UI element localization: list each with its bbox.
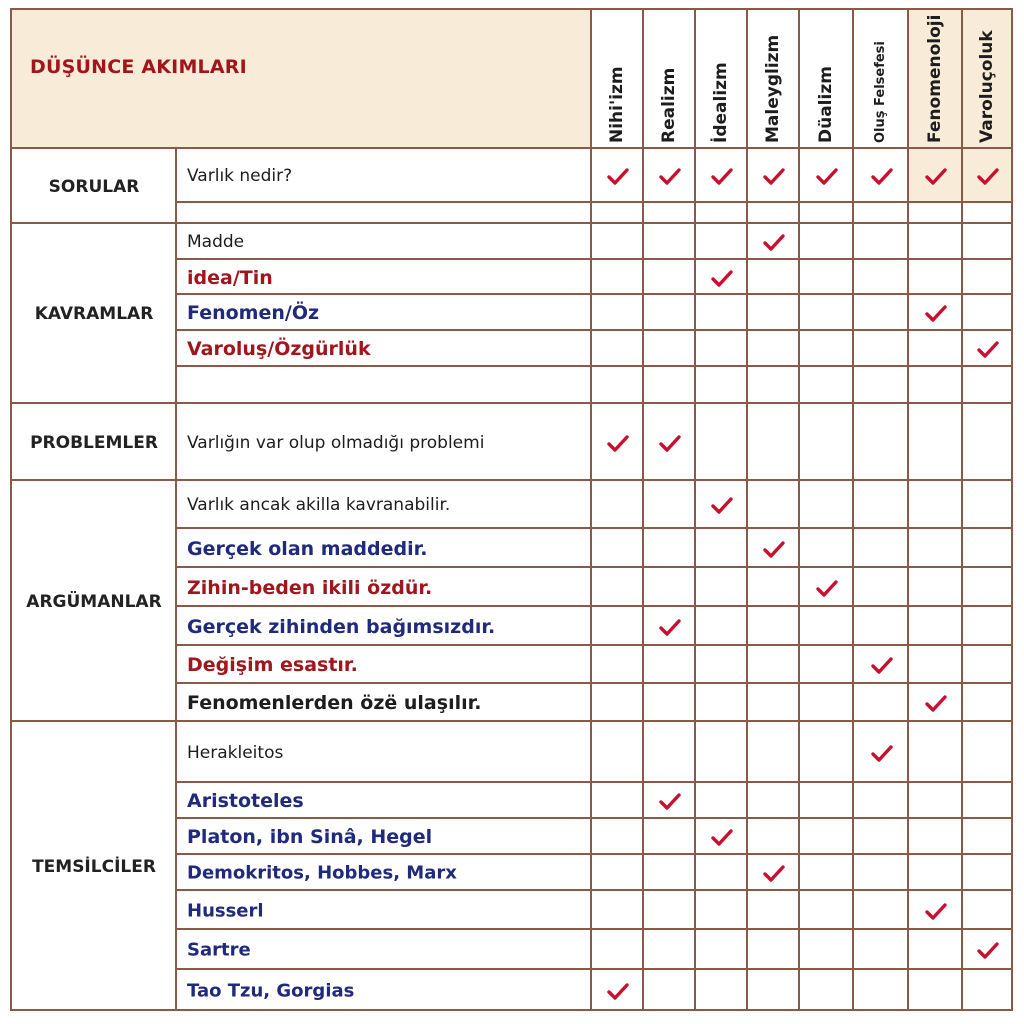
check-cell — [592, 331, 644, 367]
checkmark-icon — [976, 339, 1000, 359]
check-cell — [696, 529, 748, 568]
row-label: Varlık ancak akilla kavranabilir. — [187, 495, 451, 515]
check-cell — [644, 224, 696, 260]
check-cell — [854, 855, 909, 891]
check-cell — [748, 367, 800, 404]
check-cell — [909, 970, 963, 1011]
check-cell — [854, 970, 909, 1011]
check-cell — [696, 930, 748, 970]
check-cell — [854, 203, 909, 224]
checkmark-icon — [658, 433, 682, 453]
check-cell — [909, 646, 963, 684]
checkmark-icon — [924, 166, 948, 186]
row-label: idea/Tin — [187, 266, 273, 289]
check-cell — [644, 331, 696, 367]
column-header-label: Nihi'izm — [607, 66, 628, 143]
checkmark-icon — [658, 617, 682, 637]
check-cell — [644, 367, 696, 404]
check-cell — [963, 855, 1013, 891]
check-cell — [909, 855, 963, 891]
check-cell — [748, 783, 800, 819]
check-cell — [909, 568, 963, 607]
check-cell — [854, 331, 909, 367]
check-cell — [748, 331, 800, 367]
check-cell — [748, 404, 800, 481]
check-cell — [644, 970, 696, 1011]
column-header-label: Maleyglizm — [763, 34, 784, 143]
check-cell — [592, 684, 644, 722]
checkmark-icon — [762, 166, 786, 186]
check-cell — [800, 203, 854, 224]
check-cell — [963, 819, 1013, 855]
checkmark-icon — [762, 863, 786, 883]
check-cell — [854, 568, 909, 607]
check-cell — [800, 722, 854, 783]
check-cell — [696, 607, 748, 646]
check-cell — [696, 568, 748, 607]
check-cell — [854, 295, 909, 331]
section-label: TEMSİLCİLER — [32, 856, 156, 877]
check-cell — [963, 568, 1013, 607]
row-label: Husserl — [187, 900, 264, 921]
checkmark-icon — [870, 166, 894, 186]
checkmark-icon — [976, 166, 1000, 186]
check-cell — [800, 260, 854, 295]
row-label: Varoluş/Özgürlük — [187, 338, 371, 360]
check-cell — [963, 783, 1013, 819]
check-cell — [963, 607, 1013, 646]
check-cell — [800, 783, 854, 819]
check-cell — [963, 481, 1013, 529]
check-cell — [963, 722, 1013, 783]
title-cell — [10, 8, 592, 149]
column-header-label: Realizm — [659, 67, 680, 143]
section-label: PROBLEMLER — [30, 432, 158, 453]
check-cell — [854, 930, 909, 970]
check-cell — [800, 367, 854, 404]
check-cell — [644, 930, 696, 970]
check-cell — [592, 481, 644, 529]
row-label: Gerçek zihinden bağımsızdır. — [187, 615, 496, 638]
check-cell — [696, 684, 748, 722]
checkmark-icon — [710, 495, 734, 515]
check-cell — [748, 722, 800, 783]
check-cell — [854, 367, 909, 404]
check-cell — [909, 260, 963, 295]
check-cell — [696, 722, 748, 783]
check-cell — [800, 819, 854, 855]
check-cell — [909, 722, 963, 783]
check-cell — [854, 819, 909, 855]
check-cell — [963, 970, 1013, 1011]
checkmark-icon — [924, 901, 948, 921]
checkmark-icon — [606, 166, 630, 186]
check-cell — [748, 930, 800, 970]
check-cell — [644, 529, 696, 568]
check-cell — [644, 891, 696, 930]
section-label: SORULAR — [48, 176, 140, 197]
check-cell — [963, 646, 1013, 684]
check-cell — [800, 891, 854, 930]
check-cell — [592, 529, 644, 568]
check-cell — [644, 819, 696, 855]
check-cell — [644, 646, 696, 684]
check-cell — [909, 607, 963, 646]
check-cell — [800, 684, 854, 722]
check-cell — [696, 295, 748, 331]
check-cell — [800, 295, 854, 331]
check-cell — [800, 404, 854, 481]
row-label: Fenomenlerden özë ulaşılır. — [187, 692, 482, 714]
check-cell — [854, 529, 909, 568]
check-cell — [696, 224, 748, 260]
check-cell — [800, 930, 854, 970]
check-cell — [748, 260, 800, 295]
check-cell — [644, 481, 696, 529]
check-cell — [696, 855, 748, 891]
check-cell — [592, 568, 644, 607]
check-cell — [854, 607, 909, 646]
checkmark-icon — [658, 166, 682, 186]
check-cell — [592, 646, 644, 684]
check-cell — [696, 891, 748, 930]
checkmark-icon — [658, 791, 682, 811]
column-header-label: Fenomenoloji — [925, 14, 946, 143]
row-label: Varlık nedir? — [187, 166, 293, 186]
row-label: Madde — [187, 232, 245, 252]
row-label: Sartre — [187, 939, 251, 961]
checkmark-icon — [815, 166, 839, 186]
check-cell — [592, 607, 644, 646]
check-cell — [592, 722, 644, 783]
check-cell — [909, 203, 963, 224]
check-cell — [696, 367, 748, 404]
check-cell — [696, 646, 748, 684]
row-label: Değişim esastır. — [187, 654, 358, 676]
section-label: KAVRAMLAR — [34, 304, 154, 324]
check-cell — [592, 891, 644, 930]
check-cell — [696, 331, 748, 367]
checkmark-icon — [606, 433, 630, 453]
check-cell — [696, 783, 748, 819]
row-text-cell — [177, 367, 592, 404]
check-cell — [800, 331, 854, 367]
checkmark-icon — [815, 578, 839, 598]
check-cell — [909, 783, 963, 819]
row-label: Varlığın var olup olmadığı problemi — [187, 432, 485, 453]
column-header-label: Düalizm — [816, 66, 837, 143]
check-cell — [800, 481, 854, 529]
check-cell — [909, 930, 963, 970]
row-label: Demokritos, Hobbes, Marx — [187, 862, 457, 884]
check-cell — [748, 295, 800, 331]
check-cell — [909, 481, 963, 529]
checkmark-icon — [924, 693, 948, 713]
check-cell — [963, 891, 1013, 930]
check-cell — [696, 203, 748, 224]
check-cell — [963, 224, 1013, 260]
check-cell — [854, 481, 909, 529]
row-text-cell — [177, 203, 592, 224]
check-cell — [644, 568, 696, 607]
row-label: Gerçek olan maddedir. — [187, 537, 428, 560]
check-cell — [696, 970, 748, 1011]
row-label: Zihin-beden ikili özdür. — [187, 576, 433, 599]
check-cell — [963, 367, 1013, 404]
column-header-label: Varoluçoluk — [977, 30, 998, 143]
check-cell — [800, 970, 854, 1011]
row-label: Aristoteles — [187, 790, 304, 812]
row-label: Tao Tzu, Gorgias — [187, 980, 355, 1001]
check-cell — [854, 783, 909, 819]
row-label: Fenomen/Öz — [187, 302, 320, 324]
checkmark-icon — [710, 827, 734, 847]
check-cell — [748, 481, 800, 529]
check-cell — [696, 404, 748, 481]
check-cell — [800, 607, 854, 646]
check-cell — [592, 783, 644, 819]
check-cell — [963, 260, 1013, 295]
check-cell — [963, 529, 1013, 568]
section-label: ARGÜMANLAR — [26, 591, 162, 612]
check-cell — [748, 891, 800, 930]
check-cell — [963, 404, 1013, 481]
check-cell — [644, 722, 696, 783]
checkmark-icon — [762, 539, 786, 559]
check-cell — [909, 404, 963, 481]
check-cell — [748, 684, 800, 722]
check-cell — [963, 203, 1013, 224]
check-cell — [644, 295, 696, 331]
check-cell — [592, 295, 644, 331]
check-cell — [854, 224, 909, 260]
check-cell — [909, 529, 963, 568]
checkmark-icon — [606, 981, 630, 1001]
check-cell — [854, 404, 909, 481]
check-cell — [644, 855, 696, 891]
check-cell — [748, 646, 800, 684]
check-cell — [644, 684, 696, 722]
check-cell — [909, 224, 963, 260]
checkmark-icon — [870, 655, 894, 675]
check-cell — [800, 224, 854, 260]
check-cell — [909, 367, 963, 404]
check-cell — [592, 203, 644, 224]
check-cell — [909, 331, 963, 367]
column-header-label: Oluş Felsefesi — [873, 41, 889, 143]
check-cell — [592, 224, 644, 260]
checkmark-icon — [976, 940, 1000, 960]
checkmark-icon — [924, 303, 948, 323]
check-cell — [854, 260, 909, 295]
check-cell — [800, 646, 854, 684]
check-cell — [963, 684, 1013, 722]
checkmark-icon — [762, 232, 786, 252]
check-cell — [854, 891, 909, 930]
checkmark-icon — [710, 268, 734, 288]
check-cell — [644, 260, 696, 295]
checkmark-icon — [870, 743, 894, 763]
row-label: Platon, ibn Sinâ, Hegel — [187, 826, 433, 848]
check-cell — [909, 819, 963, 855]
check-cell — [592, 819, 644, 855]
check-cell — [592, 260, 644, 295]
column-header-label: İdealizm — [711, 62, 732, 143]
check-cell — [963, 295, 1013, 331]
check-cell — [592, 367, 644, 404]
check-cell — [644, 203, 696, 224]
row-label: Herakleitos — [187, 742, 284, 763]
check-cell — [592, 930, 644, 970]
table-title: DÜŞÜNCE AKIMLARI — [30, 56, 247, 78]
check-cell — [748, 607, 800, 646]
check-cell — [748, 568, 800, 607]
checkmark-icon — [710, 166, 734, 186]
check-cell — [592, 855, 644, 891]
check-cell — [748, 203, 800, 224]
check-cell — [800, 529, 854, 568]
check-cell — [854, 684, 909, 722]
check-cell — [800, 855, 854, 891]
check-cell — [748, 970, 800, 1011]
check-cell — [748, 819, 800, 855]
